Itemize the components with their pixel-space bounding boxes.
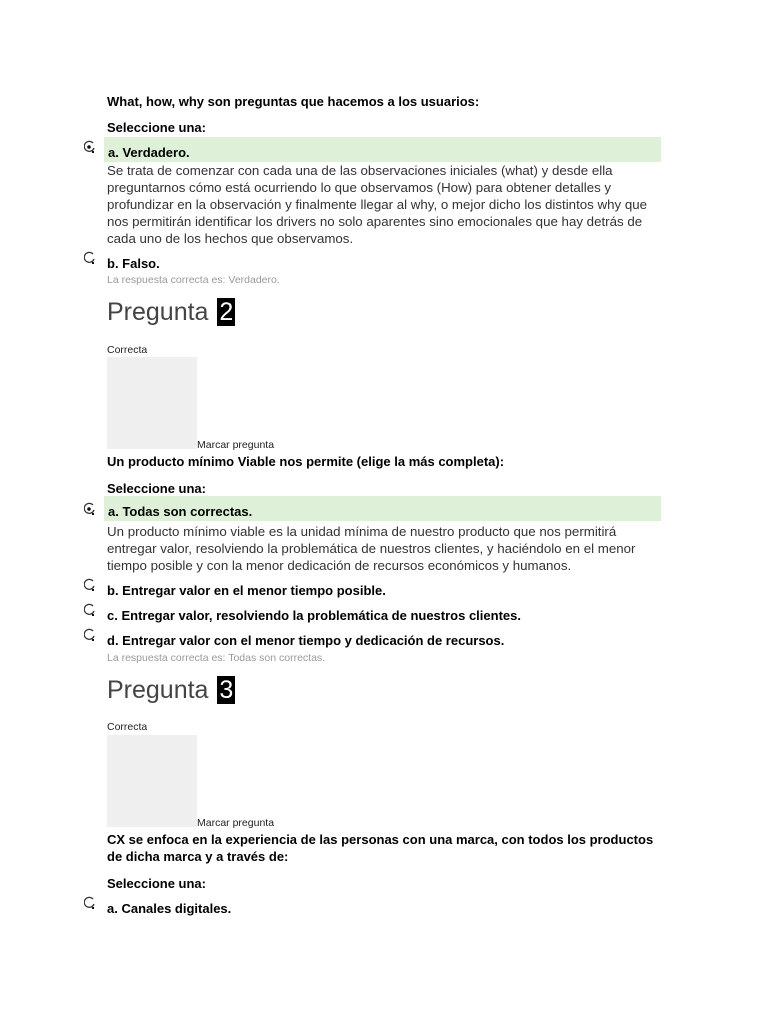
question-1-text: What, how, why son preguntas que hacemos a los usuarios:: [107, 94, 480, 109]
question-2-option-b[interactable]: b. Entregar valor en el menor tiempo posible.: [107, 583, 386, 598]
radio-empty-icon[interactable]: [84, 603, 96, 617]
radio-empty-icon[interactable]: [84, 251, 96, 265]
question-3-option-a[interactable]: a. Canales digitales.: [107, 901, 232, 916]
question-3-text: CX se enfoca en la experiencia de las personas con una marca, con todos los productos de dicha marca y a través de:: [107, 832, 654, 864]
question-2-option-c[interactable]: c. Entregar valor, resolviendo la problemática de nuestros clientes.: [107, 608, 521, 623]
question-1-option-b[interactable]: b. Falso.: [107, 256, 160, 271]
question-2-feedback: Un producto mínimo viable es la unidad mínima de nuestro producto que nos permitirá entregar valor, resolviendo la problemática de nuestros clientes, y haciéndolo en el menor tiempo posible y con la menor dedicación de recursos económicos y humanos.: [107, 524, 636, 573]
question-3-heading: [107, 675, 235, 705]
question-2-flag-box[interactable]: [107, 357, 197, 449]
heading-label: Pregunta: [107, 298, 209, 326]
question-3-flag-box[interactable]: [107, 735, 197, 827]
question-2-select-label: Seleccione una:: [107, 481, 206, 496]
radio-selected-icon[interactable]: [84, 140, 96, 154]
question-1-correct-answer: La respuesta correcta es: Verdadero.: [107, 274, 280, 286]
question-3-select-label: Seleccione una:: [107, 876, 206, 891]
question-1-select-label: Seleccione una:: [107, 120, 206, 135]
heading-number: 2: [219, 298, 234, 326]
question-2-correct-answer: La respuesta correcta es: Todas son correctas.: [107, 652, 326, 664]
question-2-heading: [107, 297, 235, 327]
radio-selected-icon[interactable]: [84, 502, 96, 516]
option-label: a. Todas son correctas.: [108, 504, 253, 519]
radio-empty-icon[interactable]: [84, 628, 96, 642]
question-1-option-a[interactable]: [104, 137, 661, 162]
question-3-status: Correcta: [107, 721, 148, 733]
option-label: a. Verdadero.: [108, 145, 190, 160]
radio-empty-icon[interactable]: [84, 896, 96, 910]
question-1-feedback: Se trata de comenzar con cada una de las observaciones iniciales (what) y desde ella preguntarnos cómo está ocurriendo lo que observamos (How) para obtener detalles y profundizar en la observación y finalmente llegar al why, o mejor dicho los distintos why que nos permitirán identificar los drivers no solo aparentes sino emocionales que hay detrás de cada uno de los hechos que observamos.: [107, 163, 648, 246]
question-2-flag-label[interactable]: Marcar pregunta: [197, 439, 275, 451]
question-2-option-d[interactable]: d. Entregar valor con el menor tiempo y dedicación de recursos.: [107, 633, 505, 648]
question-2-text: Un producto mínimo Viable nos permite (elige la más completa):: [107, 454, 505, 469]
radio-empty-icon[interactable]: [84, 578, 96, 592]
heading-number: 3: [219, 676, 234, 704]
question-3-flag-label[interactable]: Marcar pregunta: [197, 817, 275, 829]
heading-label: Pregunta: [107, 676, 209, 704]
question-2-option-a[interactable]: [104, 496, 661, 521]
question-2-status: Correcta: [107, 344, 148, 356]
